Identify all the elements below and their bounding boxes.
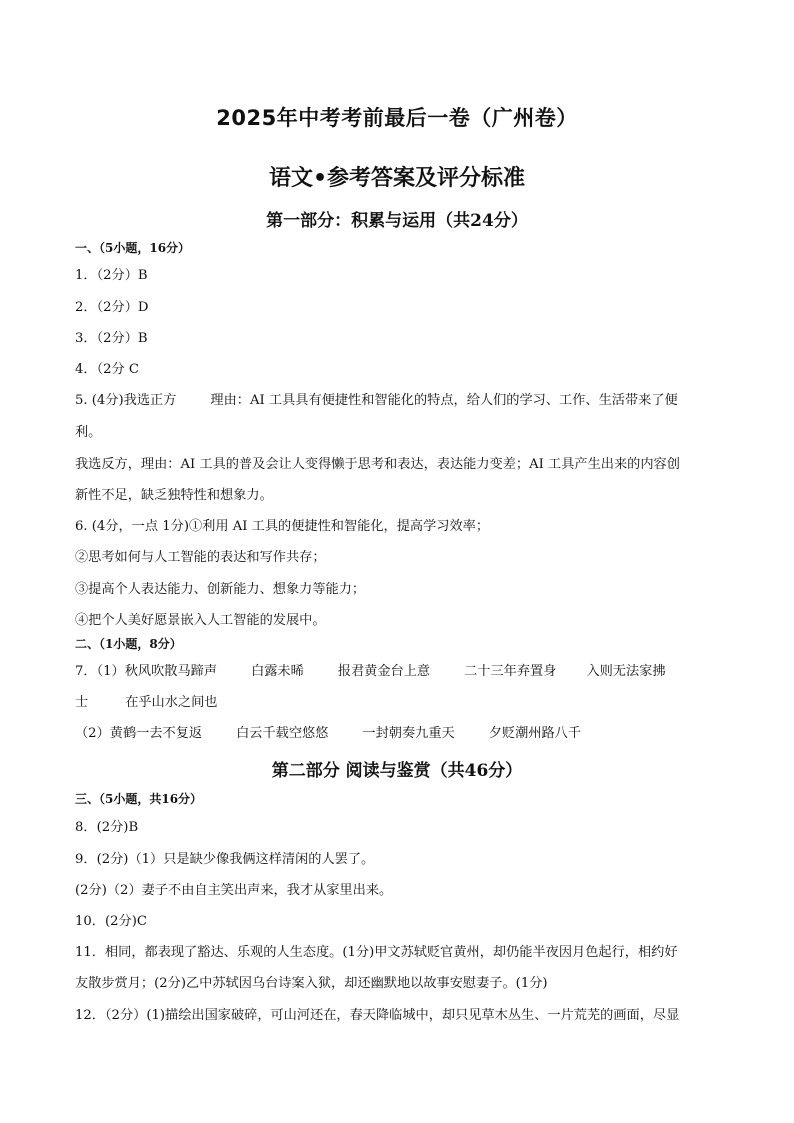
section3-heading: 三、（5小题，共16分） xyxy=(75,792,203,806)
section1-heading: 一、（5小题，16分） xyxy=(75,241,191,255)
answer-line-8: 8．(2分)B xyxy=(75,820,139,835)
answer-line-11: 11．相同，都表现了豁达、乐观的人生态度。(1分)甲文苏轼贬官黄州，却仍能半夜因月色起行，相约好 xyxy=(75,945,678,960)
part1-heading: 第一部分：积累与运用（共24分） xyxy=(266,211,528,231)
answer-line-12: 12．（2分）(1)描绘出国家破碎，可山河还在，春天降临城中，却只见草木丛生、一片荒芜的画面，尽显 xyxy=(75,1008,680,1023)
q5-line-4: 新性不足，缺乏独特性和想象力。 xyxy=(75,488,273,503)
answer-line-3: 3．（2分）B xyxy=(75,331,148,346)
exam-title: 2025年中考考前最后一卷（广州卷） xyxy=(216,106,578,130)
q7-item: 白露未晞 xyxy=(251,664,304,679)
answer-line-4: 4．（2分 C xyxy=(75,362,140,377)
q7-row-3 xyxy=(75,722,581,741)
answer-line-9b: (2分)（2）妻子不由自主笑出声来，我才从家里出来。 xyxy=(75,883,393,898)
q6-line-1: 6. (4分，一点 1分)①利用 AI 工具的便捷性和智能化，提高学习效率； xyxy=(75,519,490,534)
q7-row-1 xyxy=(75,660,666,679)
answer-line-1: 1．（2分）B xyxy=(75,268,148,283)
q7-item: 入则无法家拂 xyxy=(586,664,666,679)
q7-item: 一封朝奏九重天 xyxy=(362,726,455,741)
answer-line-11b: 友散步赏月；(2分)乙中苏轼因乌台诗案入狱，却还幽默地以故事安慰妻子。(1分) xyxy=(75,976,548,991)
q7-row-2 xyxy=(75,691,218,710)
q7-item: 在乎山水之间也 xyxy=(125,695,218,710)
q7-item: 士 xyxy=(75,695,89,710)
q5-choice: 5. (4分)我选正方 xyxy=(75,393,177,408)
q5-line-2: 利。 xyxy=(75,425,102,440)
q6-line-4: ④把个人美好愿景嵌入人工智能的发展中。 xyxy=(75,613,326,628)
q7-item: 白云千载空悠悠 xyxy=(236,726,329,741)
answer-line-2: 2．（2分）D xyxy=(75,300,149,315)
answer-line-10: 10．(2分)C xyxy=(75,914,147,929)
exam-subtitle: 语文•参考答案及评分标准 xyxy=(268,166,526,191)
q5-line-1 xyxy=(75,389,678,408)
answer-line-9: 9．(2分)（1）只是缺少像我俩这样清闲的人罢了。 xyxy=(75,852,375,867)
q7-item: 7．（1）秋风吹散马蹄声 xyxy=(75,664,218,679)
q5-line-3: 我选反方，理由：AI 工具的普及会让人变得懒于思考和表达，表达能力变差；AI 工具产生出来的内容创 xyxy=(75,457,680,472)
q7-item: （2）黄鹤一去不复返 xyxy=(75,726,203,741)
q6-line-3: ③提高个人表达能力、创新能力、想象力等能力； xyxy=(75,582,366,597)
part2-heading: 第二部分 阅读与鉴赏（共46分） xyxy=(271,761,523,781)
q6-line-2: ②思考如何与人工智能的表达和写作共存； xyxy=(75,550,326,565)
q5-reason: 理由：AI 工具具有便捷性和智能化的特点，给人们的学习、工作、生活带来了便 xyxy=(210,393,678,408)
q7-item: 夕贬潮州路八千 xyxy=(488,726,582,741)
q7-item: 报君黄金台上意 xyxy=(337,664,431,679)
section2-heading: 二、（1小题，8分） xyxy=(75,637,182,651)
q7-item: 二十三年弃置身 xyxy=(464,664,557,679)
